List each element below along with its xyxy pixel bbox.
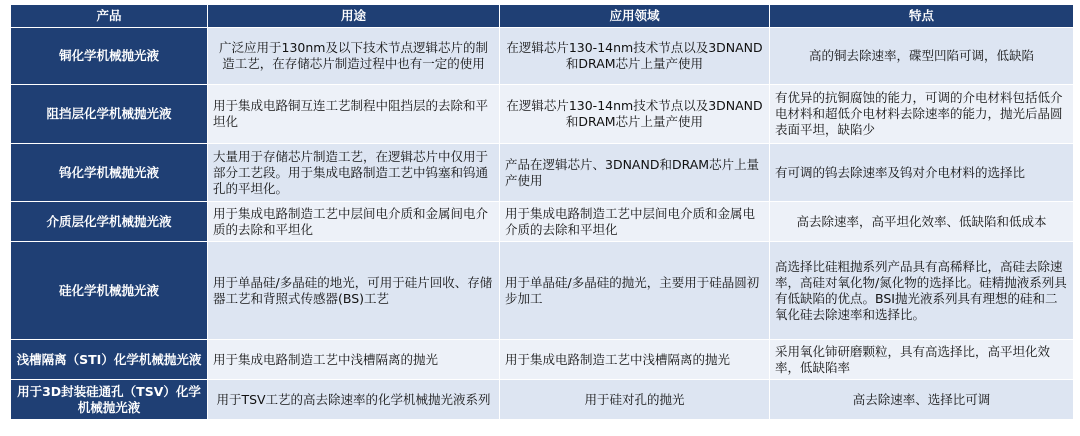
cmp-slurry-product-table	[10, 4, 1074, 420]
product-name-cell: 铜化学机械抛光液	[11, 28, 208, 85]
table-row	[11, 85, 1074, 144]
table-row	[11, 242, 1074, 340]
product-name-cell: 钨化学机械抛光液	[11, 144, 208, 202]
header-application-field: 应用领域	[500, 5, 770, 28]
usage-cell: 用于集成电路铜互连工艺制程中阻挡层的去除和平坦化	[208, 85, 500, 144]
application-field-cell: 用于集成电路制造工艺中层间电介质和金属电介质的去除和平坦化	[500, 202, 770, 242]
table-row	[11, 144, 1074, 202]
product-name-cell: 阻挡层化学机械抛光液	[11, 85, 208, 144]
application-field-cell: 用于集成电路制造工艺中浅槽隔离的抛光	[500, 340, 770, 380]
features-cell: 采用氧化铈研磨颗粒，具有高选择比，高平坦化效率，低缺陷率	[770, 340, 1074, 380]
table-row	[11, 380, 1074, 420]
product-name-cell: 浅槽隔离（STI）化学机械抛光液	[11, 340, 208, 380]
product-name-cell: 用于3D封装硅通孔（TSV）化学机械抛光液	[11, 380, 208, 420]
application-field-cell: 用于硅对孔的抛光	[500, 380, 770, 420]
usage-cell: 用于TSV工艺的高去除速率的化学机械抛光液系列	[208, 380, 500, 420]
usage-cell: 用于单晶硅/多晶硅的地光，可用于硅片回收、存储器工艺和背照式传感器(BS)工艺	[208, 242, 500, 340]
table-row	[11, 28, 1074, 85]
table-header-row	[11, 5, 1074, 28]
product-name-cell: 介质层化学机械抛光液	[11, 202, 208, 242]
header-product: 产品	[11, 5, 208, 28]
product-name-cell: 硅化学机械抛光液	[11, 242, 208, 340]
features-cell: 高去除速率，高平坦化效率、低缺陷和低成本	[770, 202, 1074, 242]
product-table-container	[10, 4, 1073, 420]
application-field-cell: 在逻辑芯片130-14nm技术节点以及3DNAND和DRAM芯片上量产使用	[500, 85, 770, 144]
usage-cell: 用于集成电路制造工艺中层间电介质和金属间电介质的去除和平坦化	[208, 202, 500, 242]
features-cell: 有优异的抗铜腐蚀的能力，可调的介电材料包括低介电材料和超低介电材料去除速率的能力，抛光后晶圆表面平坦，缺陷少	[770, 85, 1074, 144]
application-field-cell: 用于单晶硅/多晶硅的抛光，主要用于硅晶圆初步加工	[500, 242, 770, 340]
header-features: 特点	[770, 5, 1074, 28]
features-cell: 高的铜去除速率，碟型凹陷可调，低缺陷	[770, 28, 1074, 85]
features-cell: 高选择比硅粗抛系列产品具有高稀释比，高硅去除速率，高硅对氧化物/氮化物的选择比。硅精抛液系列具有低缺陷的优点。BSI抛光液系列具有理想的硅和二氧化硅去除速率和选择比。	[770, 242, 1074, 340]
usage-cell: 大量用于存储芯片制造工艺，在逻辑芯片中仅用于部分工艺段。用于集成电路制造工艺中钨塞和钨通孔的平坦化。	[208, 144, 500, 202]
application-field-cell: 产品在逻辑芯片、3DNAND和DRAM芯片上量产使用	[500, 144, 770, 202]
application-field-cell: 在逻辑芯片130-14nm技术节点以及3DNAND和DRAM芯片上量产使用	[500, 28, 770, 85]
features-cell: 高去除速率、选择比可调	[770, 380, 1074, 420]
header-usage: 用途	[208, 5, 500, 28]
usage-cell: 广泛应用于130nm及以下技术节点逻辑芯片的制造工艺，在存储芯片制造过程中也有一定的使用	[208, 28, 500, 85]
table-row	[11, 340, 1074, 380]
usage-cell: 用于集成电路制造工艺中浅槽隔离的抛光	[208, 340, 500, 380]
table-row	[11, 202, 1074, 242]
features-cell: 有可调的钨去除速率及钨对介电材料的选择比	[770, 144, 1074, 202]
